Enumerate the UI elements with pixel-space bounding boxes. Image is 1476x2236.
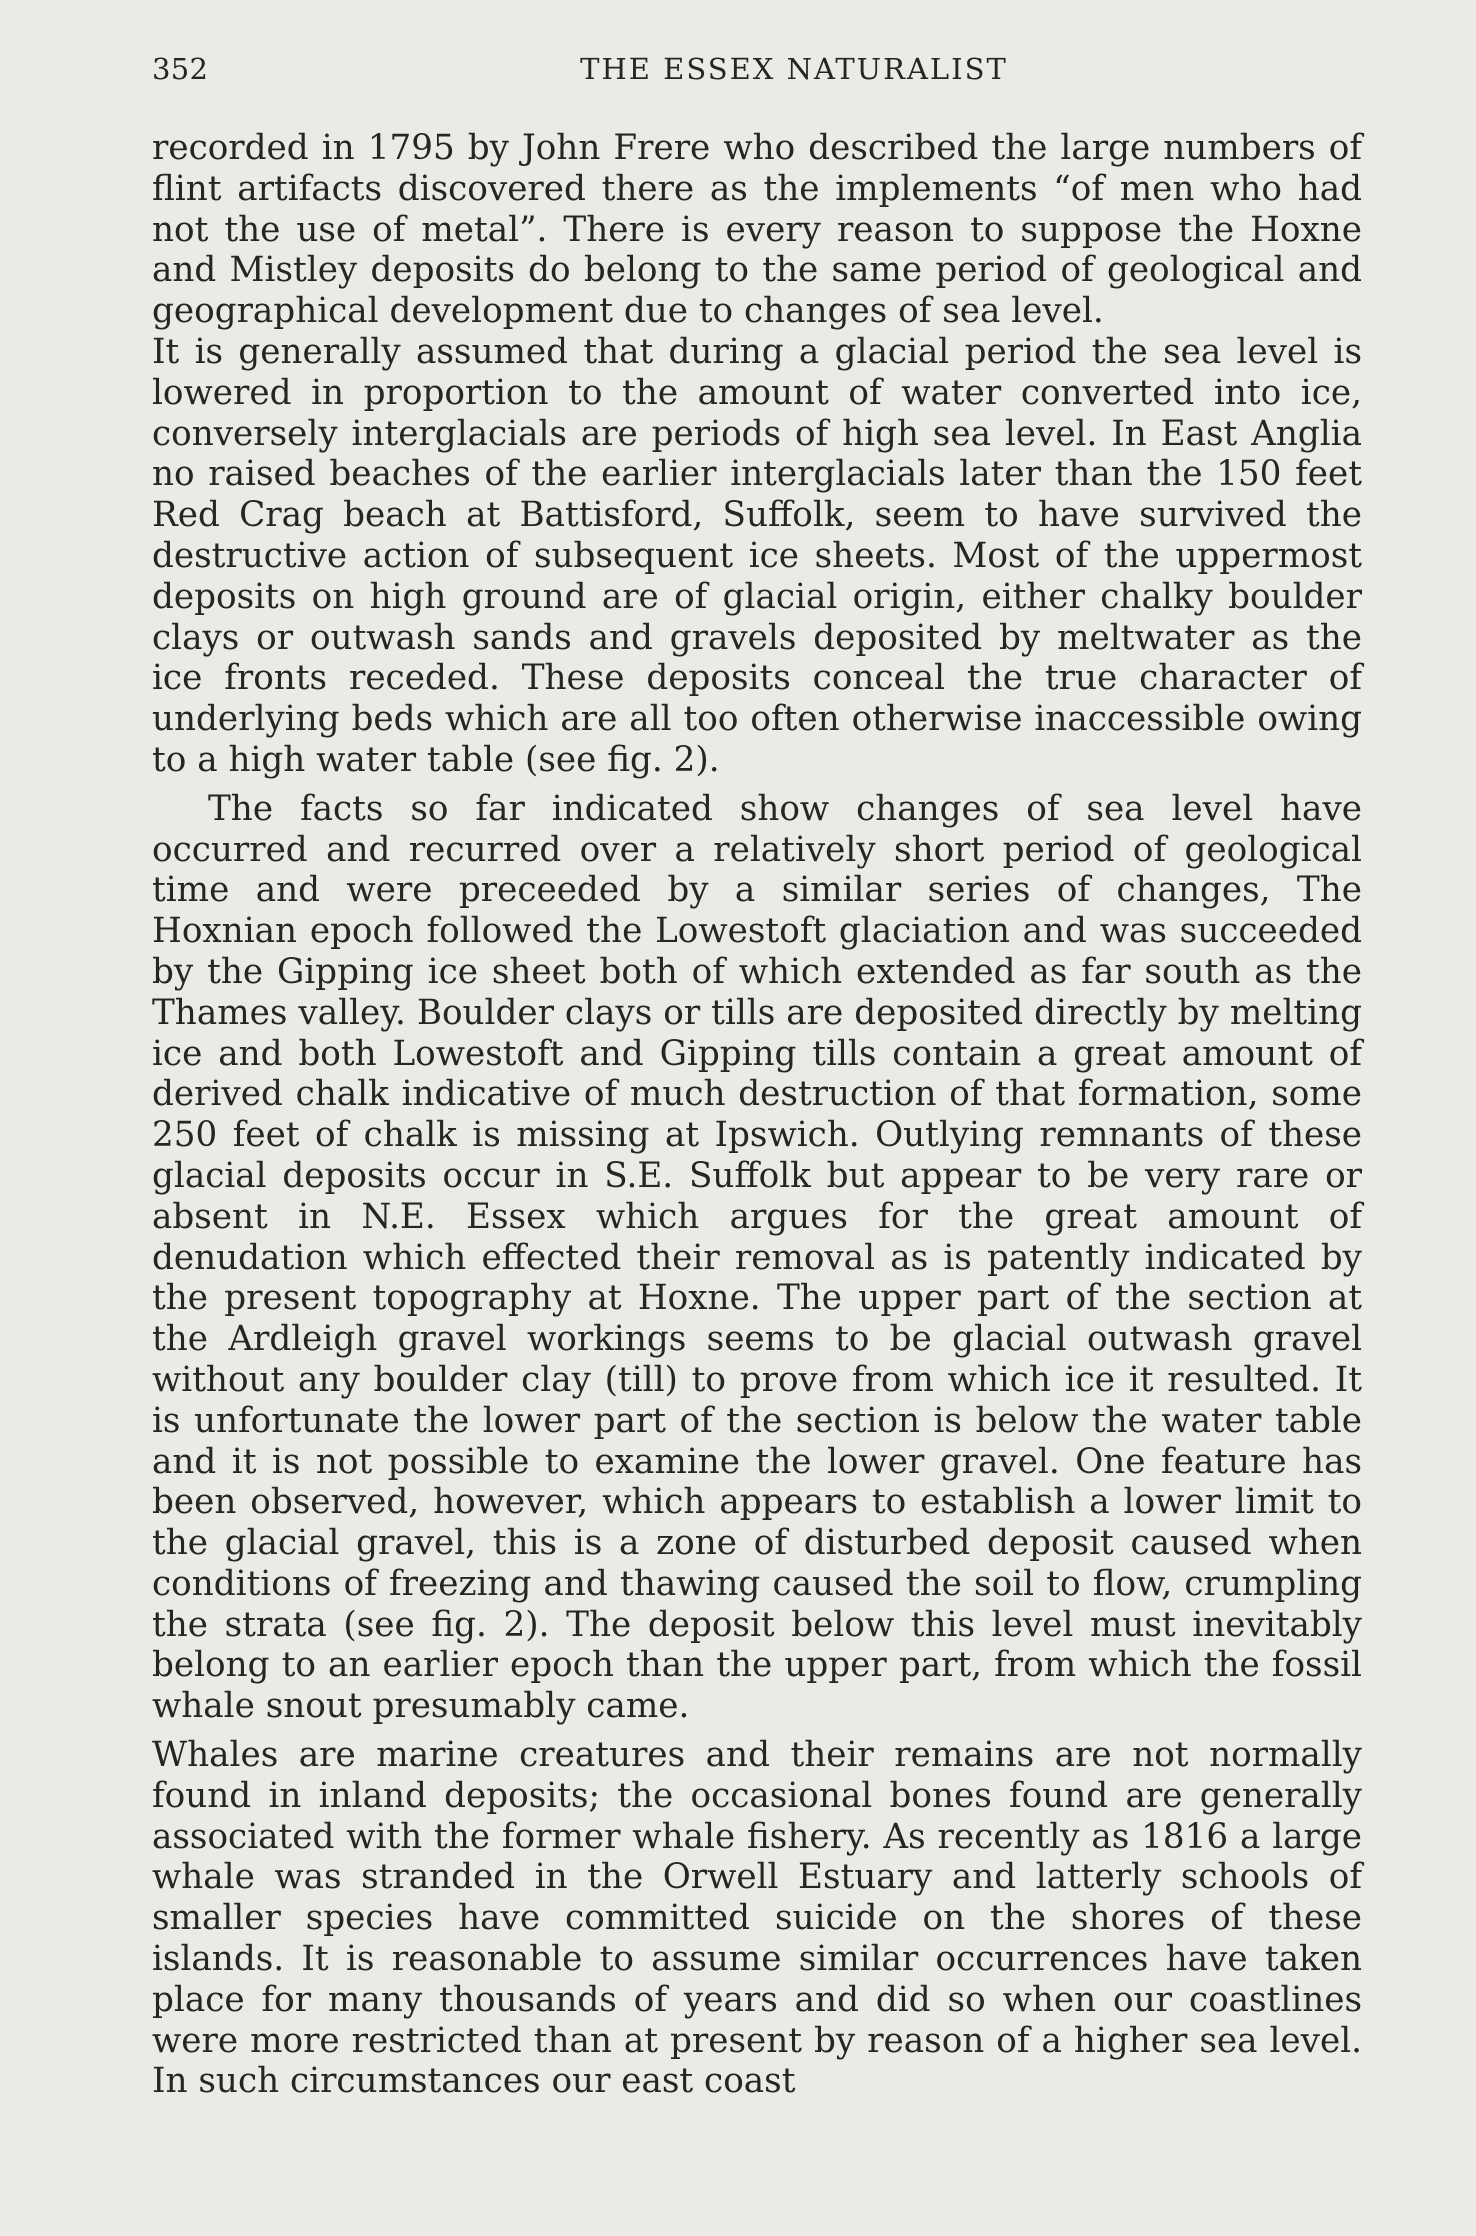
paragraph-1: recorded in 1795 by John Frere who described the large numbers of flint artifacts discovered there as the implements “of men who had not the use of metal”. There is every reason to suppose the Hoxne and Mistley deposits do belong to the same period of geological and geographical development due to changes of sea level. <box>152 128 1362 332</box>
running-head <box>152 52 1376 92</box>
paragraph-2: It is generally assumed that during a glacial period the sea level is lowered in proportion to the amount of water converted into ice, conversely interglacials are periods of high sea level. In East Anglia no raised beaches of the earlier interglacials later than the 150 feet Red Crag beach at Battisford, Suffolk, seem to have survived the destructive action of subsequent ice sheets. Most of the uppermost deposits on high ground are of glacial origin, either chalky boulder clays or outwash sands and gravels deposited by meltwater as the ice fronts receded. These deposits conceal the true character of underlying beds which are all too often otherwise inaccessible owing to a high water table (see fig. 2). <box>152 331 1362 780</box>
page-number: 352 <box>152 52 209 86</box>
journal-title: THE ESSEX NATURALIST <box>580 52 1008 86</box>
paragraph-3: The facts so far indicated show changes of sea level have occurred and recurred over a relatively short period of geological time and were preceeded by a similar series of changes, The Hoxnian epoch followed the Lowestoft glaciation and was succeeded by the Gipping ice sheet both of which extended as far south as the Thames valley. Boulder clays or tills are deposited directly by melting ice and both Lowestoft and Gipping tills contain a great amount of derived chalk indicative of much destruction of that formation, some 250 feet of chalk is missing at Ipswich. Outlying remnants of these glacial deposits occur in S.E. Suffolk but appear to be very rare or absent in N.E. Essex which argues for the great amount of denudation which effected their removal as is patently indicated by the present topography at Hoxne. The upper part of the section at the Ardleigh gravel workings seems to be glacial outwash gravel without any boulder clay (till) to prove from which ice it resulted. It is unfortunate the lower part of the section is below the water table and it is not possible to examine the lower gravel. One feature has been observed, however, which appears to establish a lower limit to the glacial gravel, this is a zone of disturbed deposit caused when conditions of freezing and thawing caused the soil to flow, crumpling the strata (see fig. 2). The deposit below this level must inevitably belong to an earlier epoch than the upper part, from which the fossil whale snout presumably came. <box>152 788 1362 1727</box>
paragraph-4: Whales are marine creatures and their remains are not normally found in inland deposits; the occasional bones found are generally associated with the former whale fishery. As recently as 1816 a large whale was stranded in the Orwell Estuary and latterly schools of smaller species have committed suicide on the shores of these islands. It is reasonable to assume similar occurrences have taken place for many thousands of years and did so when our coastlines were more restricted than at present by reason of a higher sea level. In such circumstances our east coast <box>152 1735 1362 2102</box>
body-text <box>152 128 1362 2102</box>
